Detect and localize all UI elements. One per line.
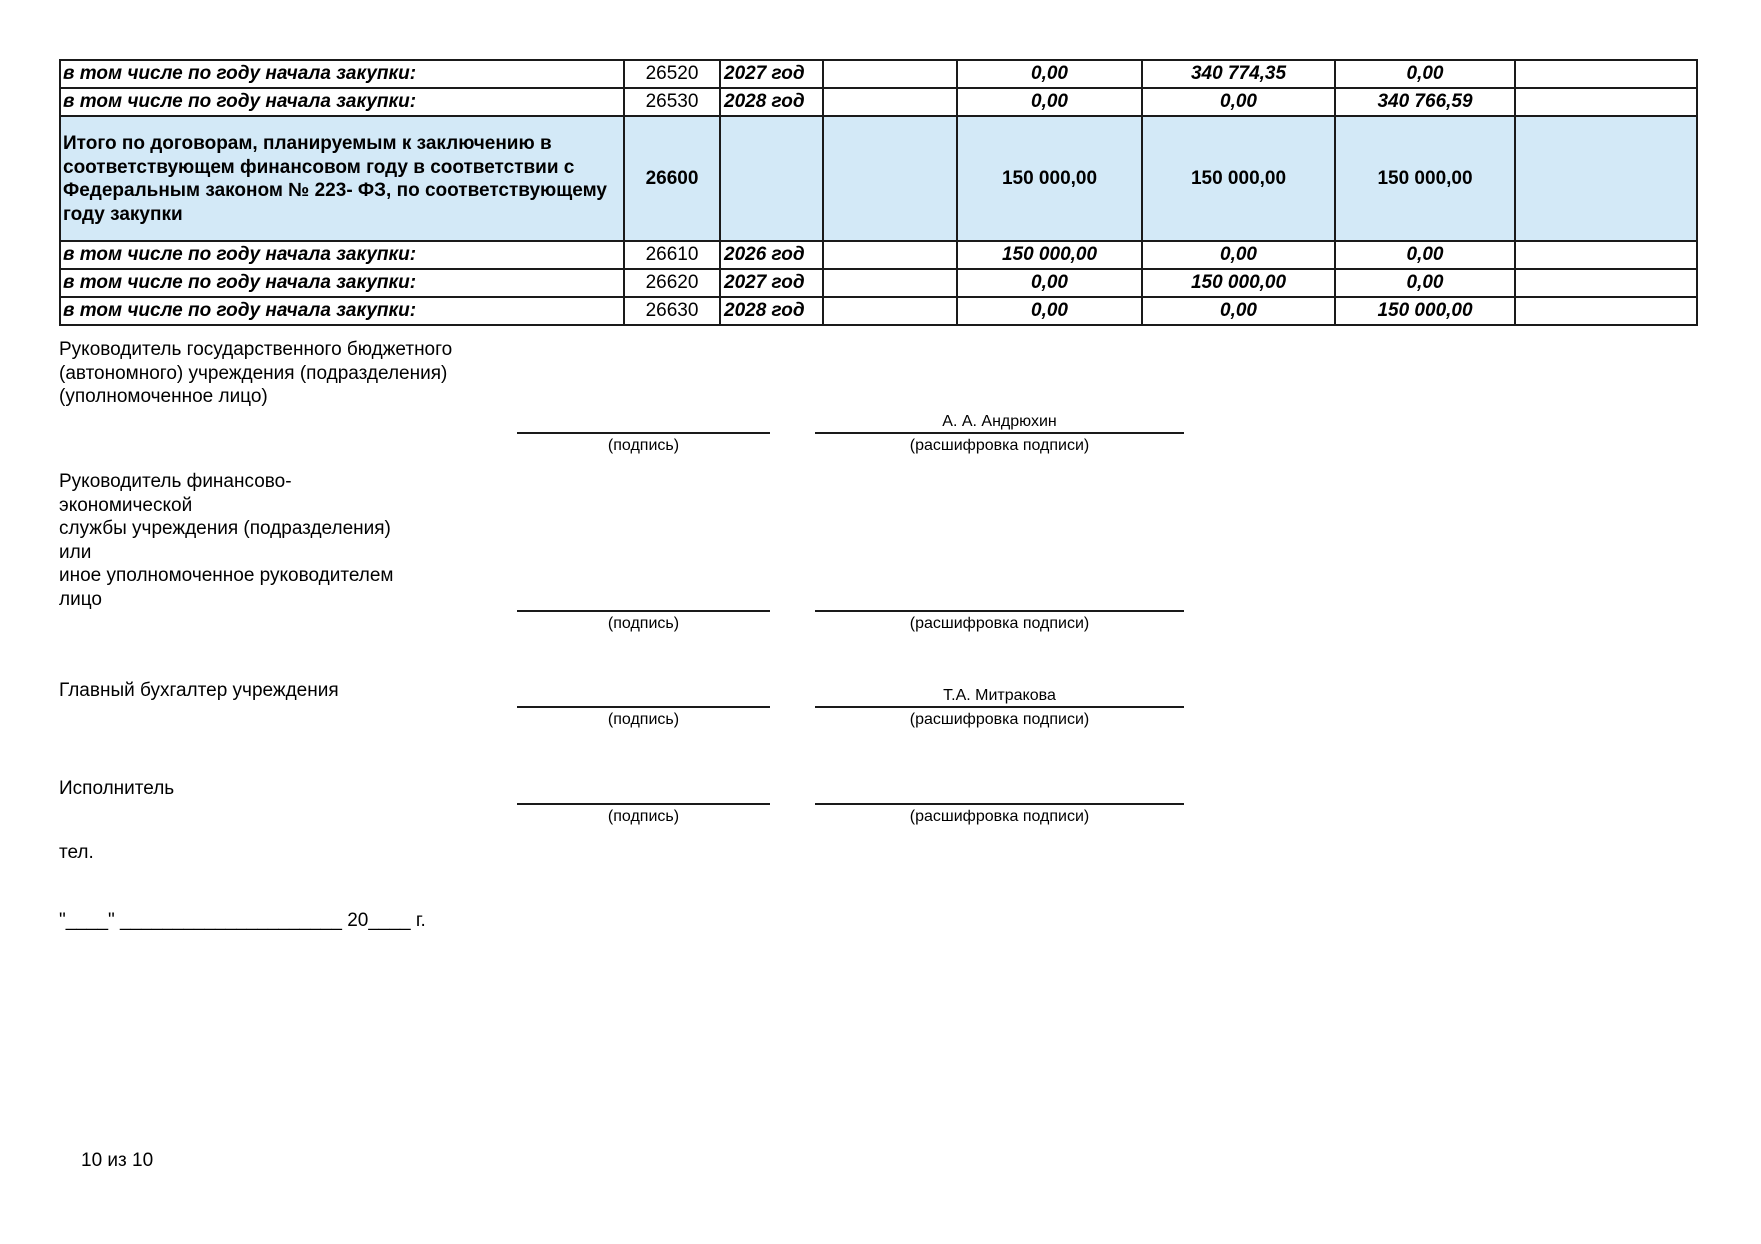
- head-signature-line[interactable]: [517, 432, 770, 434]
- head-name-line[interactable]: [815, 432, 1184, 434]
- executor-signature-line[interactable]: [517, 803, 770, 805]
- total-row: [60, 116, 1697, 241]
- finance-label-line: службы учреждения (подразделения): [59, 518, 391, 539]
- date-line: "____" _____________________ 20____ г.: [59, 910, 426, 931]
- row-label: в том числе по году начала закупки:: [60, 88, 624, 116]
- finance-sign-caption: (подпись): [607, 615, 680, 632]
- row-label: Итого по договорам, планируемым к заключению в соответствующем финансовом году в соответствии с Федеральным законом № 223- ФЗ, по соответствующему году закупки: [60, 116, 624, 241]
- value-year-1: 150 000,00: [957, 241, 1142, 269]
- value-year-1: 0,00: [957, 297, 1142, 325]
- row-label: в том числе по году начала закупки:: [60, 269, 624, 297]
- value-year-2: 150 000,00: [1142, 116, 1335, 241]
- col-8-cell: [1515, 60, 1697, 88]
- table-row: [60, 60, 1697, 88]
- finance-label-line: экономической: [59, 494, 193, 516]
- accountant-sign-caption: (подпись): [607, 711, 680, 728]
- value-year-3: 150 000,00: [1335, 116, 1515, 241]
- row-code: 26520: [624, 60, 720, 88]
- head-signatory-label: Руководитель государственного бюджетного (автономного) учреждения (подразделения) (уполномоченное лицо): [59, 339, 453, 407]
- value-year-3: 0,00: [1335, 269, 1515, 297]
- row-code: 26600: [624, 116, 720, 241]
- col-4-cell: [823, 116, 957, 241]
- accountant-name-line[interactable]: [815, 706, 1184, 708]
- value-year-3: 340 766,59: [1335, 88, 1515, 116]
- value-year-2: 150 000,00: [1142, 269, 1335, 297]
- value-year-2: 0,00: [1142, 88, 1335, 116]
- row-year: 2027 год: [720, 60, 823, 88]
- value-year-3: 0,00: [1335, 241, 1515, 269]
- accountant-name-caption: (расшифровка подписи): [909, 711, 1090, 728]
- value-year-2: 340 774,35: [1142, 60, 1335, 88]
- col-8-cell: [1515, 88, 1697, 116]
- finance-signatory-label: [59, 470, 499, 611]
- row-label: в том числе по году начала закупки:: [60, 60, 624, 88]
- head-name-caption: (расшифровка подписи): [909, 437, 1090, 454]
- executor-name-caption: (расшифровка подписи): [909, 808, 1090, 825]
- row-year: 2026 год: [720, 241, 823, 269]
- col-8-cell: [1515, 241, 1697, 269]
- row-code: 26610: [624, 241, 720, 269]
- value-year-2: 0,00: [1142, 297, 1335, 325]
- finance-label-line: или: [59, 541, 92, 563]
- row-year: 2028 год: [720, 88, 823, 116]
- finance-label-line: Руководитель финансово-: [59, 471, 292, 492]
- head-sign-caption: (подпись): [607, 437, 680, 454]
- finance-name-caption: (расшифровка подписи): [909, 615, 1090, 632]
- col-8-cell: [1515, 297, 1697, 325]
- executor-name-line[interactable]: [815, 803, 1184, 805]
- row-label: в том числе по году начала закупки:: [60, 241, 624, 269]
- row-code: 26620: [624, 269, 720, 297]
- row-code: 26530: [624, 88, 720, 116]
- value-year-1: 150 000,00: [957, 116, 1142, 241]
- col-8-cell: [1515, 269, 1697, 297]
- col-4-cell: [823, 269, 957, 297]
- accountant-signature-line[interactable]: [517, 706, 770, 708]
- budget-table: [59, 59, 1698, 326]
- finance-label-line: лицо: [59, 588, 102, 610]
- value-year-1: 0,00: [957, 60, 1142, 88]
- finance-name-line[interactable]: [815, 610, 1184, 612]
- row-label: в том числе по году начала закупки:: [60, 297, 624, 325]
- table-row: [60, 297, 1697, 325]
- accountant-signatory-label: Главный бухгалтер учреждения: [59, 680, 339, 701]
- value-year-3: 0,00: [1335, 60, 1515, 88]
- row-year: 2027 год: [720, 269, 823, 297]
- col-4-cell: [823, 297, 957, 325]
- col-4-cell: [823, 88, 957, 116]
- finance-signature-line[interactable]: [517, 610, 770, 612]
- row-year: [720, 116, 823, 241]
- col-4-cell: [823, 241, 957, 269]
- row-year: 2028 год: [720, 297, 823, 325]
- finance-label-line: иное уполномоченное руководителем: [59, 565, 394, 586]
- executor-sign-caption: (подпись): [607, 808, 680, 825]
- head-name: А. А. Андрюхин: [942, 413, 1057, 430]
- col-8-cell: [1515, 116, 1697, 241]
- table-row: [60, 269, 1697, 297]
- executor-label: Исполнитель: [59, 778, 175, 799]
- table-row: [60, 88, 1697, 116]
- value-year-2: 0,00: [1142, 241, 1335, 269]
- phone-label: тел.: [59, 842, 94, 863]
- table-row: [60, 241, 1697, 269]
- accountant-name: Т.А. Митракова: [943, 687, 1056, 704]
- value-year-1: 0,00: [957, 269, 1142, 297]
- row-code: 26630: [624, 297, 720, 325]
- page-number: 10 из 10: [81, 1150, 154, 1171]
- value-year-3: 150 000,00: [1335, 297, 1515, 325]
- col-4-cell: [823, 60, 957, 88]
- value-year-1: 0,00: [957, 88, 1142, 116]
